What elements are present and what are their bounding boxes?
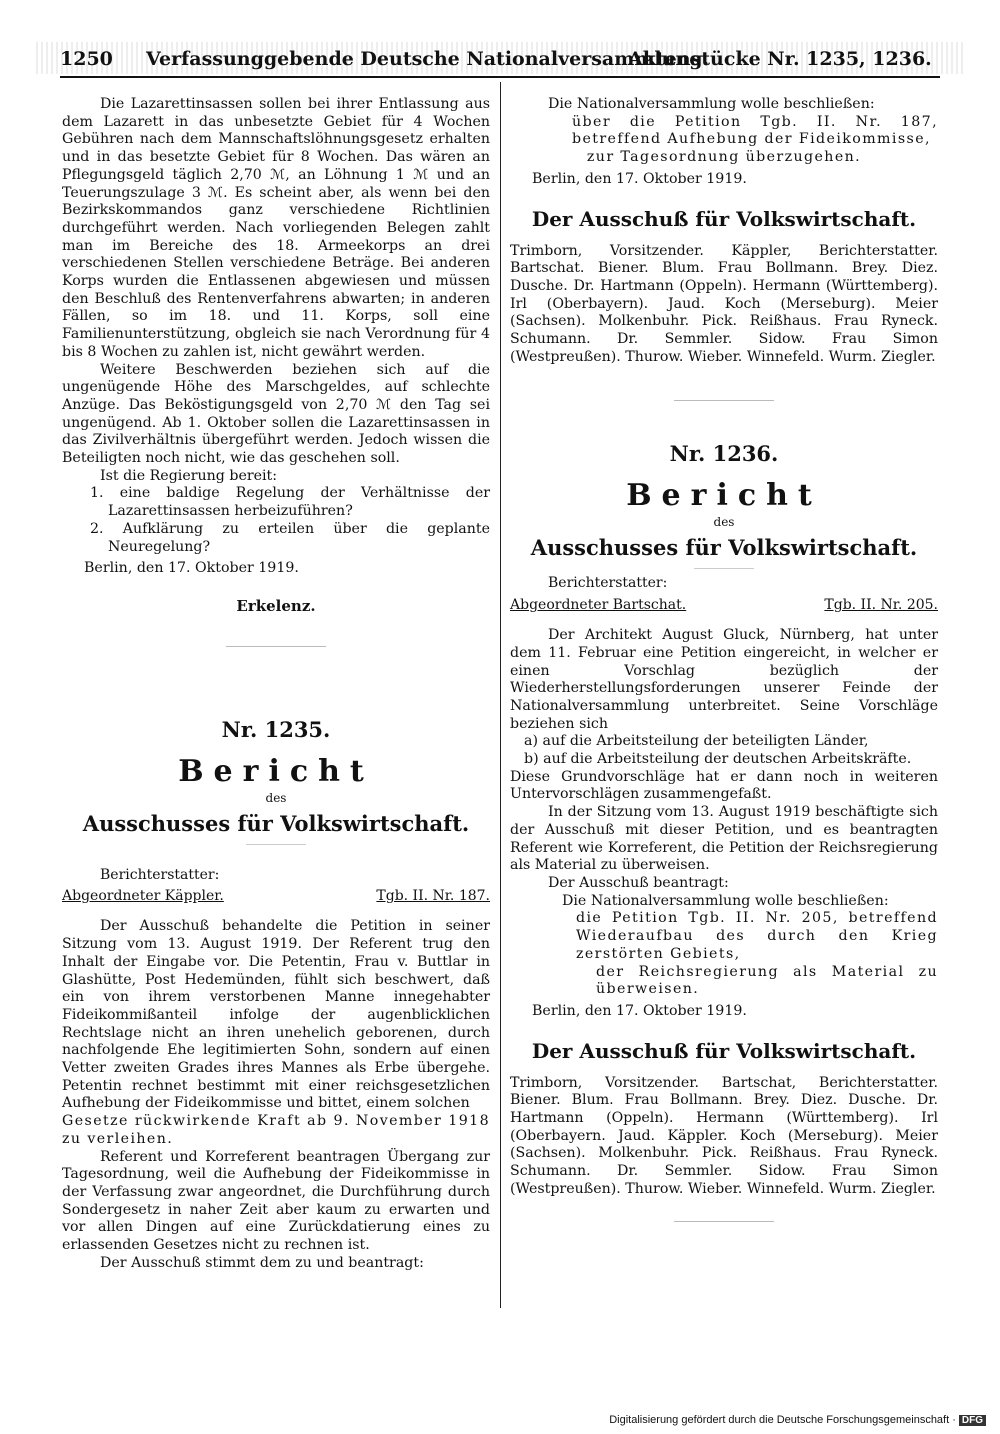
paragraph: Die Lazarettinsassen sollen bei ihrer Entlassung aus dem Lazarett in das unbesetzte Gebiet für 4 Wochen Gebühren nach dem Mannschaftslöhnungsgesetz erhalten und in das besetzte Gebiet für 8 Wochen. Das wären an Pflegungsgeld täglich 2,70 ℳ, an Löhnung 1 ℳ und an Teuerungszulage 3 ℳ. Es scheint aber, als wenn bei den Bezirkskommandos ganz verschiedene Richtlinien durchgeführt werden. Nach vorliegenden Belegen zahlt man im Bereiche des 18. Armeekorps an drei verschiedenen Stellen verschiedene Beträge. Bei anderen Korps wurden die Entlassenen abgewiesen und müssen den Beschluß des Rentenverfahrens abwarten; in anderen Fällen, so im 18. und 11. Korps, soll eine Familienunterstützung, obgleich sie nach Verordnung für 4 bis 8 Wochen zu zahlen ist, nicht gewährt werden. [62,96,490,360]
date-line: Berlin, den 17. Oktober 1919. [84,560,299,577]
paragraph: Gesetze rückwirkende Kraft ab 9. November 1918 zu verleihen. [62,1113,490,1147]
ornament-divider [674,400,774,401]
signature: Erkelenz. [236,596,316,615]
dfg-logo: DFG [959,1415,986,1426]
motion-intro: Die Nationalversammlung wolle beschließen: [548,96,875,112]
ornament-divider [694,568,754,569]
members-list [510,1075,938,1199]
page-header [36,42,964,74]
list-item: 2. Aufklärung zu erteilen über die geplante Neuregelung? [90,520,490,555]
motion-text: die Petition Tgb. II. Nr. 205, betreffend Wiederaufbau des durch den Krieg zerstörten Gebiets, [576,910,938,962]
question-list [62,485,490,556]
tgb-number: Tgb. II. Nr. 187. [376,888,490,905]
date-line: Berlin, den 17. Oktober 1919. [532,170,747,187]
ornament-divider [226,646,326,647]
paragraph: Der Ausschuß beantragt: [548,874,729,891]
paragraph: Referent und Korreferent beantragen Übergang zur Tagesordnung, weil die Aufhebung der Fideikommisse in der Verfassung zwar angeordnet, die Durchführung durch Sondergesetz in naher Zeit aber kaum zu erwarten und vor allen Dingen auf eine Zurückdatierung eines zu erlassenden Gesetzes nicht zu rechnen ist. [62,1148,490,1254]
rapporteur-line [62,888,490,904]
motion-end: der Reichsregierung als Material zu überweisen. [596,963,938,998]
des-line: des [713,515,735,530]
tgb-number: Tgb. II. Nr. 205. [824,597,938,614]
footer-text: Digitalisierung gefördert durch die Deutsche Forschungsgemeinschaft · [609,1414,956,1426]
paragraph: Der Ausschuß stimmt dem zu und beantragt: [100,1254,424,1271]
motion-end: zur Tagesordnung überzugehen. [586,149,862,166]
members-list [510,243,938,367]
ornament-divider [674,1221,774,1222]
motion-text: über die Petition Tgb. II. Nr. 187, betreffend Aufhebung der Fideikommisse, [572,113,938,148]
members-text: Trimborn, Vorsitzender. Käppler, Berichterstatter. Bartschat. Biener. Blum. Frau Bollmann. Brey. Diez. Dusche. Dr. Hartmann (Oppeln). Hermann (Württemberg). Irl (Oberbayern). Jaud. Koch (Merseburg). Meier (Sachsen). Molkenbuhr. Pick. Reißhaus. Frau Ryneck. Schumann. Dr. Semmler. Sidow. Frau Simon (Westpreußen). Thurow. Wieber. Winnefeld. Wurm. Ziegler. [510,242,938,365]
page-number: 1250 [60,48,113,70]
committee-title: Ausschusses für Volkswirtschaft. [82,810,470,836]
paragraph: Weitere Beschwerden beziehen sich auf die ungenügende Höhe des Marschgeldes, auf schlechte Anzüge. Das Beköstigungsgeld von 2,70 ℳ den Tag sei ungenügend. Ab 1. Oktober sollen die Lazarettinsassen in das Zivilverhältnis übergeführt werden. Jedoch wissen die Beteiligten noch nicht, wie das geschehen soll. [62,361,490,467]
list-item: a) auf die Arbeitsteilung der beteiligten Länder, [524,733,869,750]
right-column [510,96,938,1222]
column-divider [500,82,501,1308]
paragraph: Der Ausschuß behandelte die Petition in seiner Sitzung vom 13. August 1919. Der Referent trug den Inhalt der Eingabe vor. Die Petentin, Frau v. Buttlar in Glashütte, Post Hedemünden, fühlt sich beschwert, daß ein von ihrem verstorbenen Manne innegehabter Fideikommißanteil infolge der augenblicklichen Rechtslage nicht an ihren unehelich geborenen, durch nachfolgende Ehe legitimierten Sohn, sondern auf einen Vetter zweiten Grades ihres Mannes als Erbe übergehe. Petentin rechnet bestimmt mit einer reichsgesetzlichen Aufhebung der Fideikommisse und bittet, einem solchen [62,918,490,1112]
question-intro: Ist die Regierung bereit: [100,467,278,484]
paragraph: In der Sitzung vom 13. August 1919 beschäftigte sich der Ausschuß mit dieser Petition, und es beantragten Referent wie Korreferent, die Petition der Reichsregierung als Material zu überweisen. [510,804,938,874]
document-number: Nr. 1236. [669,441,779,467]
members-text: Trimborn, Vorsitzender. Bartschat, Berichterstatter. Biener. Blum. Frau Bollmann. Brey. Diez. Dusche. Dr. Hartmann (Oppeln). Hermann (Württemberg). Irl (Oberbayern. Jaud. Käppler. Koch (Merseburg). Meier (Sachsen). Molkenbuhr. Pick. Reißhaus. Frau Ryneck. Schumann. Dr. Semmler. Sidow. Frau Simon (Westpreußen). Thurow. Wieber. Winnefeld. Wurm. Ziegler. [510,1074,938,1197]
des-line: des [265,790,287,805]
committee-signature: Der Ausschuß für Volkswirtschaft. [531,206,917,231]
header-rule [60,76,940,78]
document-number: Nr. 1235. [221,716,331,742]
left-column [62,96,490,1272]
document-title: Bericht [178,753,374,789]
committee-title: Ausschusses für Volkswirtschaft. [530,535,918,561]
ornament-divider [246,844,306,845]
header-title: Verfassunggebende Deutsche Nationalversammlung. [146,48,710,70]
committee-signature: Der Ausschuß für Volkswirtschaft. [531,1038,917,1063]
motion-intro: Die Nationalversammlung wolle beschließen: [562,892,889,909]
document-title: Bericht [626,478,822,514]
rapporteur-name: Abgeordneter Käppler. [62,888,224,905]
rapporteur-label: Berichterstatter: [548,575,668,592]
list-item: 1. eine baldige Regelung der Verhältnisse der Lazarettinsassen herbeizuführen? [90,485,490,520]
list-item: b) auf die Arbeitsteilung der deutschen Arbeitskräfte. [524,751,912,768]
rapporteur-name: Abgeordneter Bartschat. [510,597,687,614]
item-list [510,733,938,768]
paragraph: Diese Grundvorschläge hat er dann noch in weiteren Untervorschlägen zusammengefaßt. [510,768,938,803]
date-line: Berlin, den 17. Oktober 1919. [532,1002,747,1019]
header-acts: Aktenstücke Nr. 1235, 1236. [628,48,932,70]
rapporteur-line [510,597,938,613]
paragraph: Der Architekt August Gluck, Nürnberg, hat unter dem 11. Februar eine Petition eingereicht, in welcher er einen Vorschlag bezüglich der Wiederherstellungsforderungen unserer Feinde der Nationalversammlung unterbreitet. Seine Vorschläge beziehen sich [510,627,938,732]
footer-credit [609,1414,986,1426]
rapporteur-label: Berichterstatter: [100,866,220,883]
